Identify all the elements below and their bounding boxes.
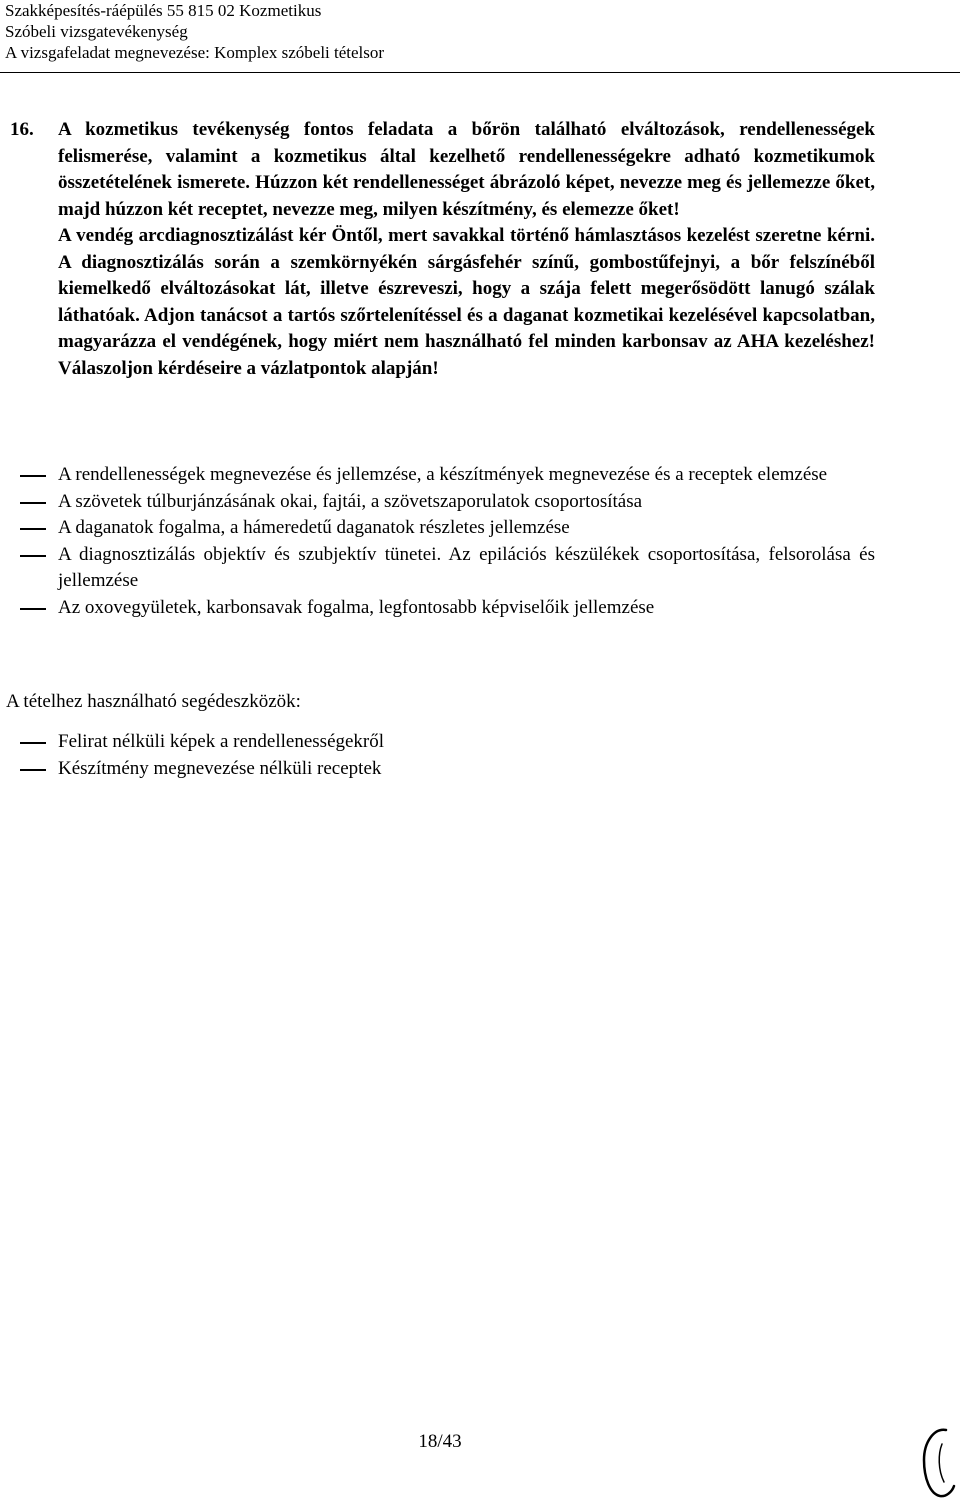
dash-bullet-icon xyxy=(20,475,46,477)
outline-list xyxy=(20,462,875,621)
outline-item xyxy=(20,462,875,489)
exam-task xyxy=(10,117,875,382)
tool-item xyxy=(20,756,875,783)
tool-item-text: Készítmény megnevezése nélküli receptek xyxy=(58,757,382,779)
dash-bullet-icon xyxy=(20,742,46,744)
page-header xyxy=(5,0,384,63)
header-task-name: A vizsgafeladat megnevezése: Komplex szóbeli tételsor xyxy=(5,43,385,62)
outline-item-text: Az oxovegyületek, karbonsavak fogalma, legfontosabb képviselőik jellemzése xyxy=(58,596,655,618)
header-exam-activity: Szóbeli vizsgatevékenység xyxy=(5,22,188,41)
page-number: 18/43 xyxy=(418,1431,462,1452)
task-text xyxy=(58,117,875,382)
tool-item xyxy=(20,729,875,756)
header-divider xyxy=(0,72,960,73)
outline-item-text: A daganatok fogalma, a hámeredetű daganatok részletes jellemzése xyxy=(58,517,570,538)
outline-item-text: A szövetek túlburjánzásának okai, fajtái, a szövetszaporulatok csoportosítása xyxy=(58,490,643,512)
dash-bullet-icon xyxy=(20,502,46,504)
tools-list xyxy=(20,729,875,782)
outline-item xyxy=(20,515,875,542)
outline-item xyxy=(20,542,875,595)
task-number: 16. xyxy=(10,119,34,140)
tools-title: A tételhez használható segédeszközök: xyxy=(6,691,301,712)
dash-bullet-icon xyxy=(20,555,46,557)
dash-bullet-icon xyxy=(20,608,46,610)
outline-item-text: A diagnosztizálás objektív és szubjektív tünetei. Az epilációs készülékek csoportosítása, felsorolása és jellemzése xyxy=(58,543,875,591)
dash-bullet-icon xyxy=(20,769,46,771)
outline-item-text: A rendellenességek megnevezése és jellemzése, a készítmények megnevezése és a receptek elemzése xyxy=(58,464,828,485)
signature-mark xyxy=(916,1424,956,1500)
tool-item-text: Felirat nélküli képek a rendellenességekről xyxy=(58,731,385,752)
outline-item xyxy=(20,489,875,516)
task-paragraph-1: A kozmetikus tevékenység fontos feladata a bőrön található elváltozások, rendellenességek felismerése, valamint a kozmetikus által kezelhető rendellenességekre adható kozmetikumok összetételének ismerete. Húzzon két rendellenességet ábrázoló képet, nevezze meg és jellemezze őket, majd húzzon két receptet, nevezze meg, milyen készítmény, és elemezze őket! xyxy=(58,119,875,220)
header-qualification: Szakképesítés-ráépülés 55 815 02 Kozmetikus xyxy=(5,1,322,20)
outline-item xyxy=(20,595,875,622)
dash-bullet-icon xyxy=(20,528,46,530)
task-paragraph-2: A vendég arcdiagnosztizálást kér Öntől, mert savakkal történő hámlasztásos kezelést szeretne kérni. A diagnosztizálás során a szemkörnyékén sárgásfehér színű, gombostűfejnyi, a bőr felszínéből kiemelkedő elváltozásokat lát, illetve észreveszi, hogy a szája felett megerősödött lanugó szálak láthatóak. Adjon tanácsot a tartós szőrtelenítéssel és a daganat kozmetikai kezelésével kapcsolatban, magyarázza el vendégének, hogy miért nem használható fel minden karbonsav az AHA kezeléshez! Válaszoljon kérdéseire a vázlatpontok alapján! xyxy=(58,225,875,379)
